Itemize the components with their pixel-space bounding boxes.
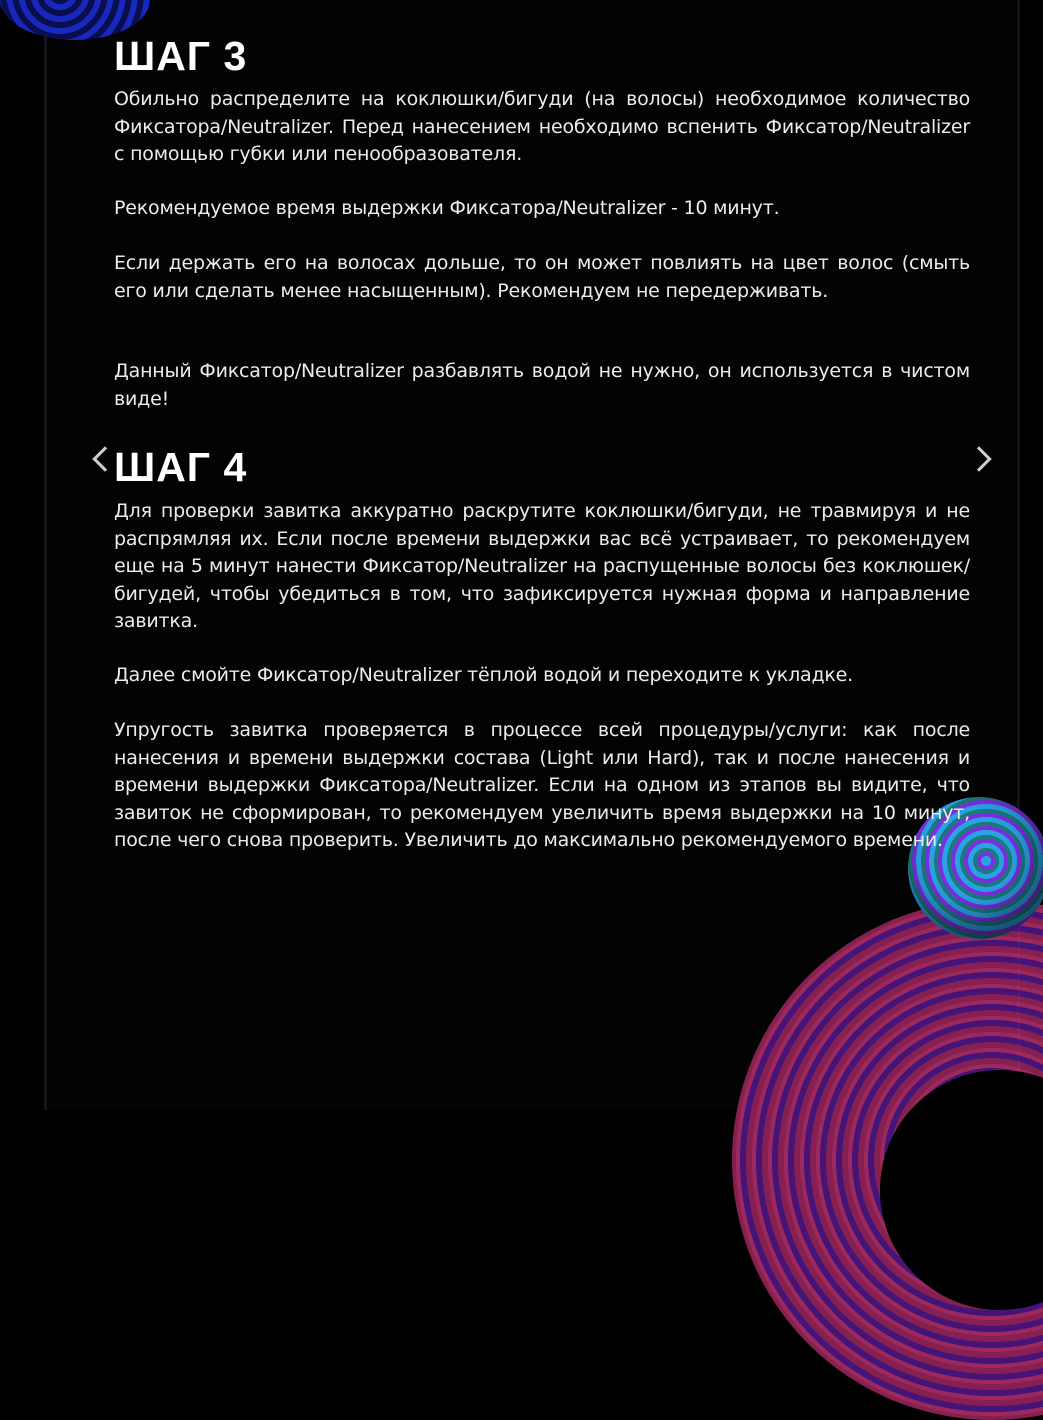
step-4-paragraph-2: Далее смойте Фиксатор/Neutralizer тёплой водой и переходите к укладке. [114,664,854,686]
step-4-paragraph-1: Для проверки завитка аккуратно раскрутите коклюшки/бигуди, не травмируя и не распрямляя их. Если после времени выдержки вас всё устраивает, то рекомендуем еще на 5 минут нанести Фиксатор/Neutralizer на распущенные волосы без коклюшек/бигудей, чтобы убедиться в том, что зафиксируется нужная форма и направление завитка. [114,500,970,632]
step-4-title: ШАГ 4 [114,444,248,490]
step-4-paragraph-3: Упругость завитка проверяется в процессе всей процедуры/услуги: как после нанесения и времени выдержки состава (Light или Hard), так и после нанесения и времени выдержки Фиксатора/Neutralizer. Если на одном из этапов вы видите, что завиток не сформирован, то рекомендуем увеличить время выдержки на 10 минут, после чего снова проверить. Увеличить до максимально рекомендуемого времени. [114,719,970,851]
step-3-paragraph-2: Рекомендуемое время выдержки Фиксатора/Neutralizer - 10 минут. [114,197,780,219]
step-3-paragraph-3: Если держать его на волосах дольше, то он может повлиять на цвет волос (смыть его или сделать менее насыщенным). Рекомендуем не передерживать. [114,252,970,302]
left-edge-divider [44,0,47,1110]
step-3-paragraph-4: Данный Фиксатор/Neutralizer разбавлять водой не нужно, он используется в чистом виде! [114,360,970,410]
step-3-title: ШАГ 3 [114,33,248,79]
step-3-paragraph-1: Обильно распределите на коклюшки/бигуди (на волосы) необходимое количество Фиксатора/Neutralizer. Перед нанесением необходимо вспенить Фиксатор/Neutralizer с помощью губки или пенообразователя. [114,88,970,165]
